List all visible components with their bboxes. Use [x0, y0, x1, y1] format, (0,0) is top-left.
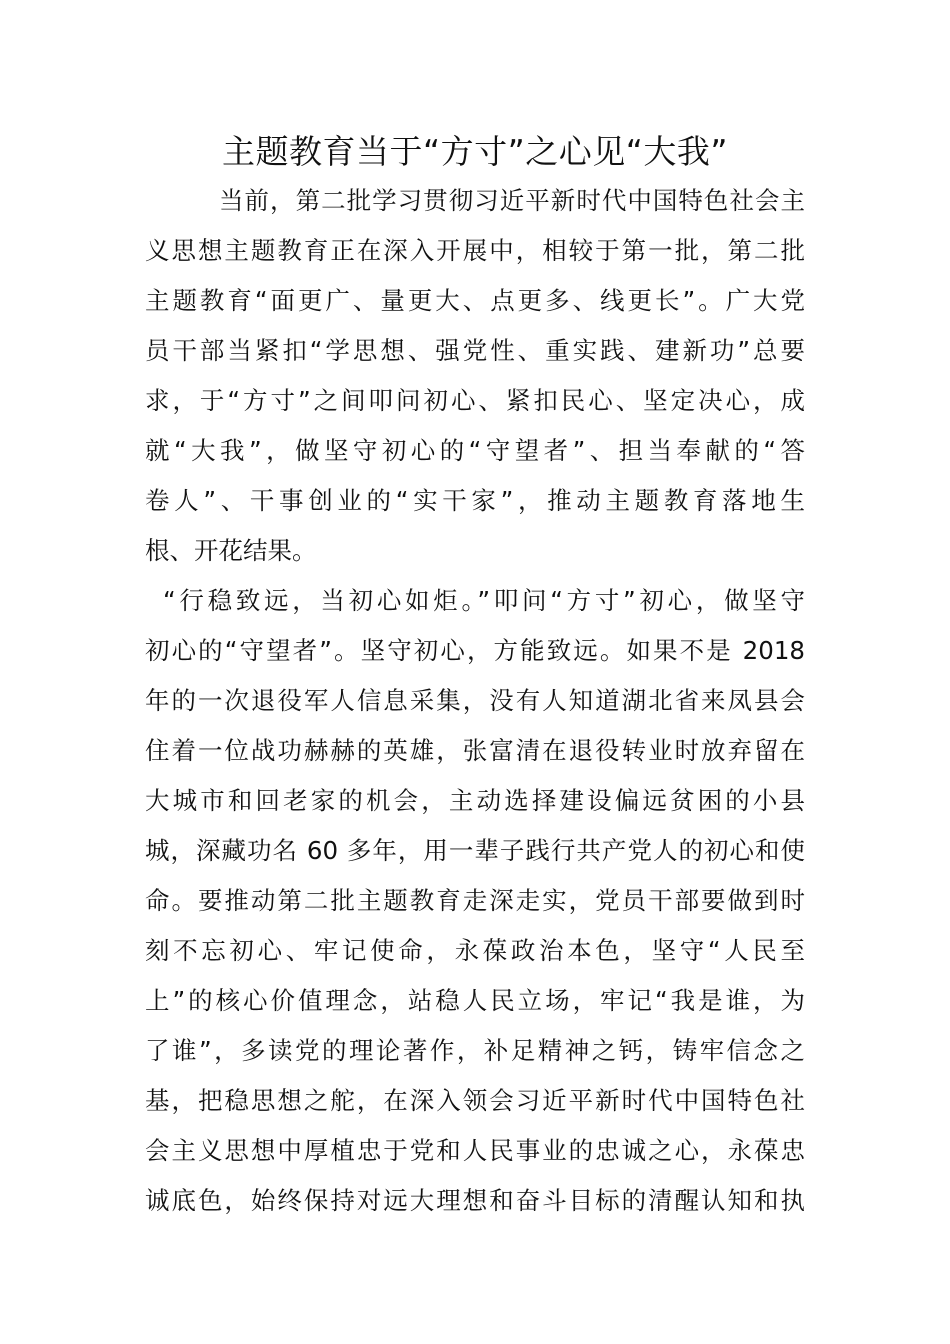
paragraph-line: 求，于“方寸”之间叩问初心、紧扣民心、坚定决心，成 [145, 386, 805, 415]
paragraph-line: 城，深藏功名 60 多年，用一辈子践行共产党人的初心和使 [145, 836, 805, 865]
paragraph-line: “行稳致远，当初心如炬。”叩问“方寸”初心，做坚守 [163, 586, 805, 615]
paragraph-line: 会主义思想中厚植忠于党和人民事业的忠诚之心，永葆忠 [145, 1136, 805, 1165]
paragraph-line: 诚底色，始终保持对远大理想和奋斗目标的清醒认知和执 [145, 1186, 805, 1215]
paragraph-line: 上”的核心价值理念，站稳人民立场，牢记“我是谁，为 [145, 986, 805, 1015]
paragraph-line: 当前，第二批学习贯彻习近平新时代中国特色社会主 [219, 186, 805, 215]
paragraph-line: 就“大我”，做坚守初心的“守望者”、担当奉献的“答 [145, 436, 805, 465]
paragraph-line: 基，把稳思想之舵，在深入领会习近平新时代中国特色社 [145, 1086, 805, 1115]
paragraph-line: 根、开花结果。 [145, 536, 317, 565]
paragraph-line: 主题教育“面更广、量更大、点更多、线更长”。广大党 [145, 286, 805, 315]
document-title: 主题教育当于“方寸”之心见“大我” [222, 132, 728, 171]
paragraph-line: 了谁”，多读党的理论著作，补足精神之钙，铸牢信念之 [145, 1036, 805, 1065]
paragraph-2 [145, 576, 805, 1226]
paragraph-line: 命。要推动第二批主题教育走深走实，党员干部要做到时 [145, 886, 805, 915]
paragraph-line: 年的一次退役军人信息采集，没有人知道湖北省来凤县会 [145, 686, 805, 715]
paragraph-line: 初心的“守望者”。坚守初心，方能致远。如果不是 2018 [145, 636, 805, 665]
paragraph-line: 住着一位战功赫赫的英雄，张富清在退役转业时放弃留在 [145, 736, 805, 765]
paragraph-line: 卷人”、干事创业的“实干家”，推动主题教育落地生 [145, 486, 805, 515]
paragraph-line: 刻不忘初心、牢记使命，永葆政治本色，坚守“人民至 [145, 936, 805, 965]
paragraph-1 [145, 176, 805, 576]
paragraph-line: 员干部当紧扣“学思想、强党性、重实践、建新功”总要 [145, 336, 805, 365]
paragraph-line: 义思想主题教育正在深入开展中，相较于第一批，第二批 [145, 236, 805, 265]
paragraph-line: 大城市和回老家的机会，主动选择建设偏远贫困的小县 [145, 786, 805, 815]
